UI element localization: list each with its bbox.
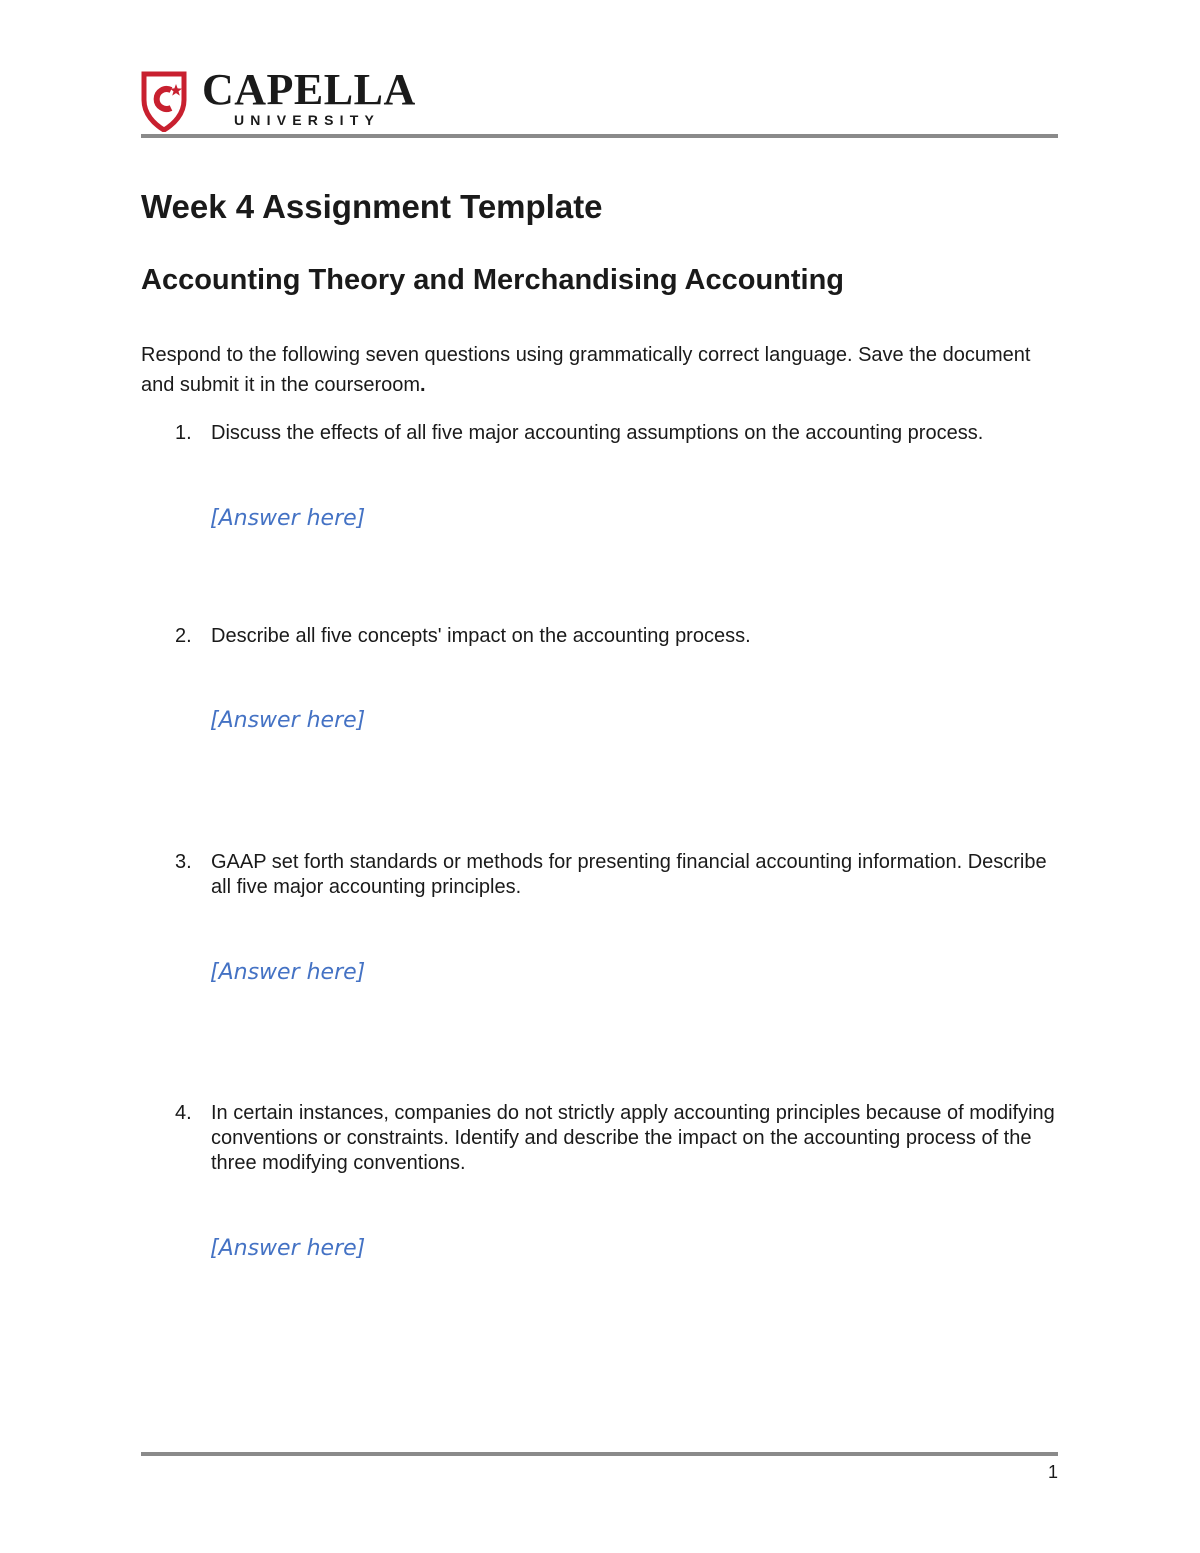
answer-field[interactable]: [Answer here] [210, 708, 366, 733]
instructions-text: Respond to the following seven questions using grammatically correct language. Save the document and submit it in the courseroom [141, 344, 1031, 396]
page-subtitle: Accounting Theory and Merchandising Accounting [141, 264, 845, 296]
answer-field[interactable]: [Answer here] [210, 1236, 366, 1261]
question-text: GAAP set forth standards or methods for presenting financial accounting information. Describe all five major accounting principles. [211, 851, 1047, 898]
capella-logo [140, 65, 430, 134]
instructions-paragraph [141, 340, 1041, 400]
page-number: 1 [1047, 1462, 1058, 1482]
question-number: 3. [175, 851, 192, 873]
question-text: Discuss the effects of all five major accounting assumptions on the accounting process. [211, 422, 984, 444]
shield-c-star-icon [140, 70, 188, 132]
footer-divider [141, 1452, 1058, 1456]
page-title: Week 4 Assignment Template [141, 188, 603, 225]
question-number: 1. [175, 422, 192, 444]
logo-wordmark: CAPELLA [202, 65, 416, 114]
question-text: In certain instances, companies do not strictly apply accounting principles because of modifying conventions or constraints. Identify and describe the impact on the accounting process of the three modifying conventions. [211, 1102, 1055, 1174]
question-text: Describe all five concepts' impact on the accounting process. [211, 625, 751, 647]
question-number: 4. [175, 1102, 192, 1124]
answer-field[interactable]: [Answer here] [210, 960, 366, 985]
answer-field[interactable]: [Answer here] [210, 506, 366, 531]
logo-subtitle: UNIVERSITY [234, 112, 381, 128]
instructions-period: . [420, 374, 426, 396]
question-number: 2. [175, 625, 192, 647]
header-divider [141, 134, 1058, 138]
